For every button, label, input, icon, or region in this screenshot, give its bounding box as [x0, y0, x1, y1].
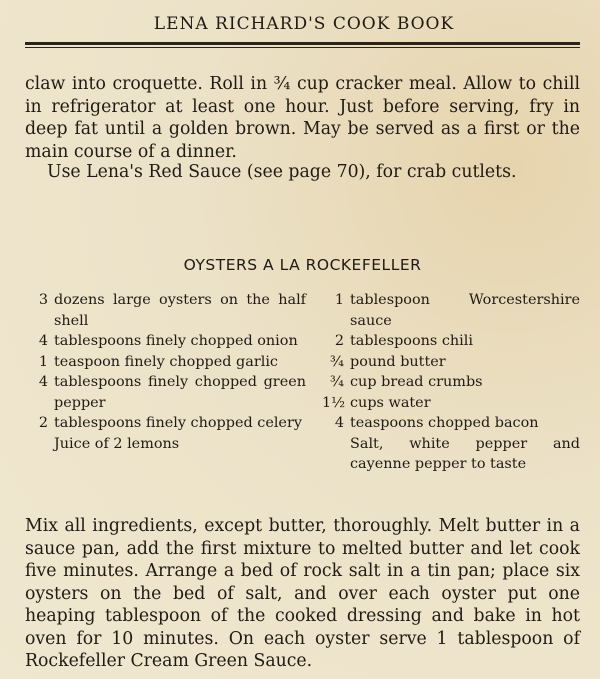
ingredient-text: cup bread crumbs: [350, 374, 483, 390]
ingredient-text: Juice of 2 lemons: [54, 435, 180, 452]
ingredient-quantity: 1: [334, 292, 344, 308]
ingredient-quantity: 4: [38, 374, 48, 390]
ingredient-quantity: 1½: [322, 394, 346, 411]
ingredient-text: tablespoons chili: [350, 333, 473, 349]
header-rule-thin: [25, 47, 580, 48]
ingredient-text: dozens large oysters on the half shell: [54, 292, 306, 329]
ingredient-text: tablespoons finely chopped celery: [54, 415, 302, 431]
ingredients-right-column: [322, 290, 580, 475]
recipe-title: OYSTERS A LA ROCKEFELLER: [183, 256, 422, 274]
ingredient-text: teaspoons chopped bacon: [350, 415, 539, 431]
ingredients-left-column: [36, 290, 306, 454]
ingredient-item: [36, 331, 306, 352]
ingredient-item: [322, 393, 580, 414]
ingredient-item: [322, 331, 580, 352]
crab-cutlet-note: Use Lena's Red Sauce (see page 70), for crab cutlets.: [47, 162, 517, 182]
ingredient-item: [322, 290, 580, 331]
ingredient-item: [322, 352, 580, 373]
ingredient-item: [36, 434, 306, 455]
ingredient-quantity: ¾: [330, 353, 344, 370]
ingredient-text: tablespoons finely chopped green pepper: [54, 374, 306, 411]
header-rule-thick: [25, 42, 580, 45]
ingredient-text: Salt, white pepper and cayenne pepper to taste: [350, 435, 580, 472]
page-header: LENA RICHARD'S COOK BOOK: [153, 14, 455, 34]
ingredient-quantity: 2: [38, 415, 48, 431]
ingredient-text: pound butter: [350, 353, 446, 370]
ingredient-quantity: ¾: [330, 374, 344, 390]
ingredient-quantity: 1: [38, 353, 48, 370]
recipe-instructions: Mix all ingredients, except butter, thoroughly. Melt butter in a sauce pan, add the first mixture to melted butter and let cook five minutes. Arrange a bed of rock salt in a tin pan; place six oysters on the bed of salt, and over each oyster put one heaping tablespoon of the cooked dressing and bake in hot oven for 10 minutes. On each oyster serve 1 tablespoon of Rockefeller Cream Green Sauce.: [25, 516, 580, 671]
ingredient-item: [322, 434, 580, 475]
ingredient-text: teaspoon finely chopped garlic: [54, 353, 278, 370]
ingredient-text: cups water: [350, 394, 431, 411]
ingredient-text: tablespoon Worcestershire sauce: [350, 292, 580, 329]
ingredient-quantity: 2: [334, 333, 344, 349]
ingredient-quantity: 4: [38, 333, 48, 349]
ingredient-quantity: 3: [38, 292, 48, 308]
intro-paragraph: claw into croquette. Roll in ¾ cup cracker meal. Allow to chill in refrigerator at least one hour. Just before serving, fry in deep fat until a golden brown. May be served as a first or the main course of a dinner.: [25, 74, 580, 162]
ingredient-item: [36, 290, 306, 331]
ingredient-item: [36, 352, 306, 373]
ingredient-text: tablespoons finely chopped onion: [54, 333, 298, 349]
ingredient-quantity: 4: [334, 415, 344, 431]
ingredient-item: [36, 413, 306, 434]
ingredient-item: [322, 372, 580, 393]
ingredient-item: [322, 413, 580, 434]
ingredient-item: [36, 372, 306, 413]
